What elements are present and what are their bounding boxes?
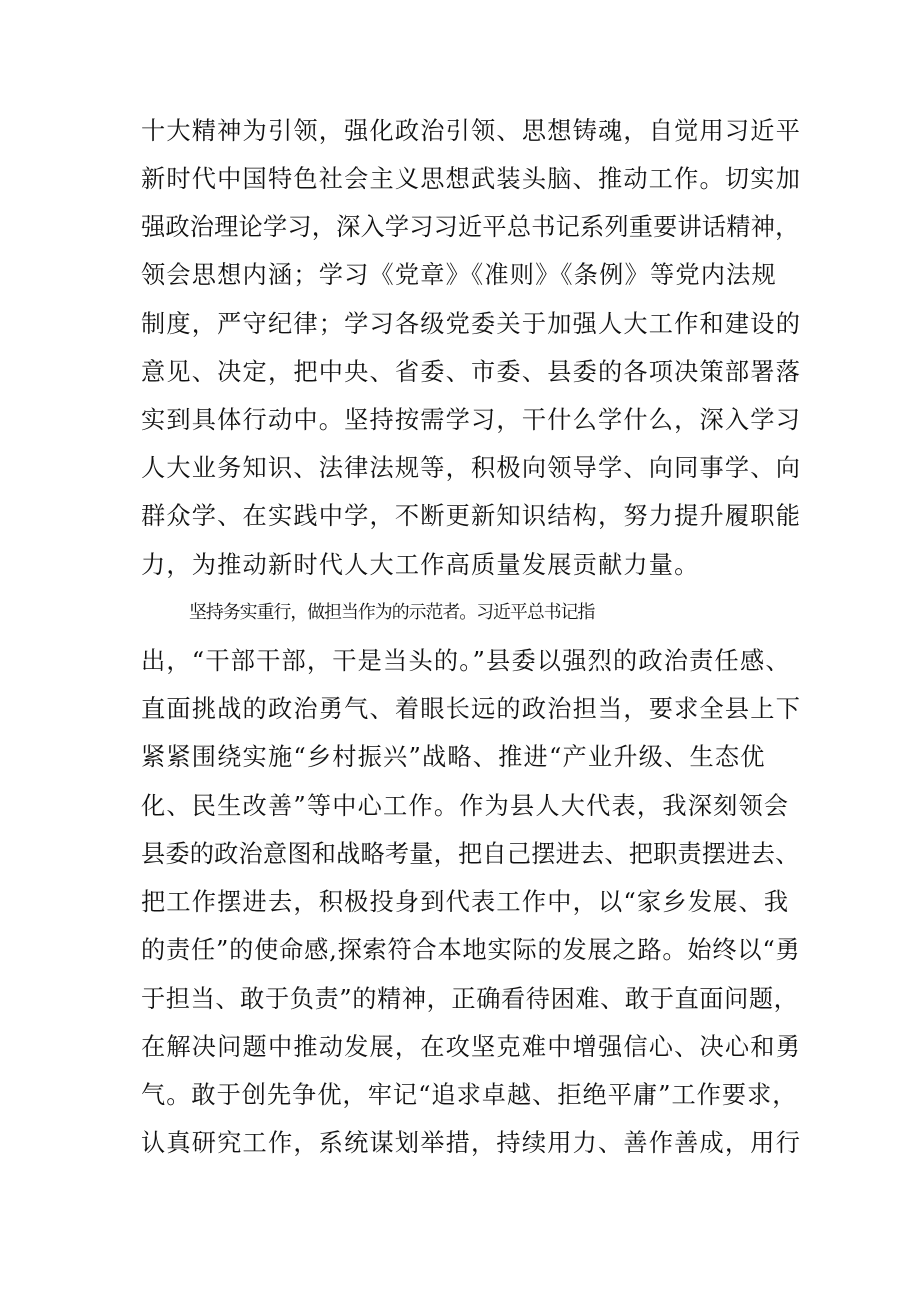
text-line: 把工作摆进去，积极投身到代表工作中，以“家乡发展、我 bbox=[141, 888, 790, 916]
text-line: 认真研究工作，系统谋划举措，持续用力、善作善成，用行 bbox=[141, 1129, 802, 1157]
text-line: 出，“干部干部，干是当头的。”县委以强烈的政治责任感、 bbox=[141, 647, 791, 675]
text-line: 制度，严守纪律；学习各级党委关于加强人大工作和建设的 bbox=[141, 310, 802, 338]
text-line: 于担当、敢于负责”的精神，正确看待困难、敢于直面问题， bbox=[141, 985, 799, 1013]
text-line: 群众学、在实践中学，不断更新知识结构，努力提升履职能 bbox=[141, 502, 802, 530]
text-line: 气。敢于创先争优，牢记“追求卓越、拒绝平庸”工作要求， bbox=[141, 1081, 798, 1109]
text-line: 在解决问题中推动发展，在攻坚克难中增强信心、决心和勇 bbox=[141, 1033, 802, 1061]
text-line: 力，为推动新时代人大工作高质量发展贡献力量。 bbox=[141, 551, 700, 579]
text-line: 的责任”的使命感,探索符合本地实际的发展之路。始终以“勇 bbox=[141, 936, 801, 964]
text-line: 意见、决定，把中央、省委、市委、县委的各项决策部署落 bbox=[141, 358, 802, 386]
text-line: 紧紧围绕实施“乡村振兴”战略、推进“产业升级、生态优 bbox=[141, 743, 766, 771]
text-line: 领会思想内涵；学习《党章》《准则》《条例》等党内法规 bbox=[141, 261, 777, 289]
text-line: 强政治理论学习，深入学习习近平总书记系列重要讲话精神， bbox=[141, 213, 800, 241]
text-line: 化、民生改善”等中心工作。作为县人大代表，我深刻领会 bbox=[141, 792, 790, 820]
text-line: 实到具体行动中。坚持按需学习，干什么学什么，深入学习 bbox=[141, 406, 802, 434]
text-line: 县委的政治意图和战略考量，把自己摆进去、把职责摆进去、 bbox=[141, 840, 800, 868]
text-line: 新时代中国特色社会主义思想武装头脑、推动工作。切实加 bbox=[141, 165, 802, 193]
text-line: 直面挑战的政治勇气、着眼长远的政治担当，要求全县上下 bbox=[141, 695, 802, 723]
text-line: 人大业务知识、法律法规等，积极向领导学、向同事学、向 bbox=[141, 454, 802, 482]
text-line: 坚持务实重行，做担当作为的示范者。习近平总书记指 bbox=[189, 602, 595, 623]
text-line: 十大精神为引领，强化政治引领、思想铸魂，自觉用习近平 bbox=[141, 117, 802, 145]
